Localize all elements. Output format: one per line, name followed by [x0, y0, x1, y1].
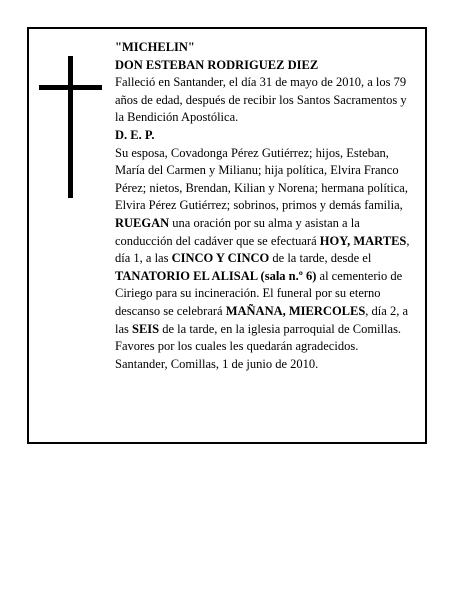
place-date: Santander, Comillas, 1 de junio de 2010. [115, 356, 319, 371]
deceased-name: DON ESTEBAN RODRIGUEZ DIEZ [115, 57, 319, 72]
family-list: Su esposa, Covadonga Pérez Gutiérrez; hijos, Esteban, María del Carmen y Milianu; hija política, Elvira Franco Pérez; nietos, Brendan, Kilian y Norena; hermana política, Elvira Pérez Gutiérrez; sobrinos, primos y demás familia, [115, 145, 408, 213]
death-notice: Falleció en Santander, el día 31 de mayo de 2010, a los 79 años de edad, después de recibir los Santos Sacramentos y la Bendición Apostólica. [115, 75, 407, 125]
ceremony-request: RUEGAN una oración por su alma y asistan a la conducción del cadáver que se efectuará HOY, MARTES, día 1, a las CINCO Y CINCO de la tarde, desde el TANATORIO EL ALISAL (sala n.º 6) al cementerio de Ciriego para su incineración. El funeral por su eterno descanso se celebrará MAÑANA, MIERCOLES, día 2, a las SEIS de la tarde, en la iglesia parroquial de Comillas. Favores por los cuales les quedarán agradecidos. [115, 215, 410, 354]
dep-label: D. E. P. [115, 127, 155, 142]
obituary-notice [27, 27, 427, 444]
company-name: "MICHELIN" [115, 40, 195, 54]
cross-icon-bar [39, 85, 102, 90]
cross-icon [68, 56, 73, 198]
notice-text [115, 39, 413, 373]
